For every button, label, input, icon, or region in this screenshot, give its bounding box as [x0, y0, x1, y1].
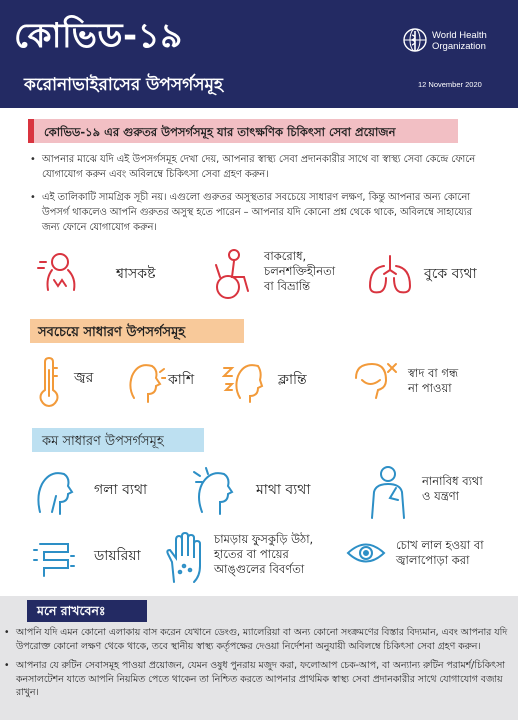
remember-heading: মনে রাখবেনঃ [27, 600, 147, 622]
symptom-label: জ্বর [74, 370, 94, 386]
symptom-label [422, 474, 483, 504]
who-emblem-icon [402, 27, 428, 53]
loss-of-taste-smell-icon [352, 358, 398, 402]
symptom-red-eyes [346, 536, 512, 580]
symptom-label [264, 249, 335, 294]
label-line: ও যন্ত্রণা [422, 489, 460, 503]
page-title: কোভিড-১৯ [14, 16, 183, 56]
symptom-cough [124, 358, 224, 406]
label-line: চোখ লাল হওয়া বা [396, 538, 484, 552]
symptom-confusion [206, 247, 366, 305]
publication-date: 12 November 2020 [418, 80, 482, 89]
tiredness-icon [222, 358, 266, 404]
symptom-label: মাথা ব্যথা [256, 482, 311, 498]
list-item: • এই তালিকাটি সামগ্রিক সূচী নয়। এগুলো গুরুতর অসুস্থতার সবচেয়ে সাধারণ লক্ষণ, কিন্তু আপনার অন্য কোনো উপসর্গ থাকলেও আপনি গুরুতর অসুস্থ হতে পারেন – আপনার যদি কোনো প্রশ্ন থেকে থাকে, অবিলম্বে সাহায্যের জন্য ফোনে যোগাযোগ করুন। [30, 190, 485, 235]
less-common-symptoms-heading: কম সাধারণ উপসর্গসমূহ [32, 428, 204, 452]
symptom-label: ডায়রিয়া [94, 548, 141, 564]
list-item: • আপনার যে রুটিন সেবাসমূহ পাওয়া প্রয়োজন, যেমন ওষুধ পুনরায় মজুদ করা, ফলোআপ চেক-আপ, বা অন্যান্য রুটিন পরামর্শ/চিকিৎসা কনসালটেশন যাতে আপনি নিয়মিত পেতে থাকেন তা নিশ্চিত করতে আপনার প্রাথমিক স্বাস্থ্য সেবা প্রদানকারীর সাথে যোগাযোগ বজায় রাখুন। [4, 659, 510, 700]
list-item: • আপনি যদি এমন কোনো এলাকায় বাস করেন যেখানে ডেংগু, ম্যালেরিয়া বা অন্য কোনো সংক্রমণের বিস্তার বিদ্যমান, এবং আপনার যদি উপরোক্ত কোনো লক্ষণ থেকে থাকে, তবে স্থানীয় স্বাস্থ্য কর্তৃপক্ষের দেওয়া নির্দেশনা অনুযায়ী অবিলম্বে চিকিৎসা সেবা গ্রহণ করুন। [4, 626, 510, 653]
header-banner [0, 0, 518, 108]
label-line: আঙ্গুলের বিবর্ণতা [214, 562, 305, 576]
label-line: চামড়ায় ফুসকুড়ি উঠা, [214, 532, 314, 546]
symptom-headache [192, 466, 342, 518]
symptom-label [408, 366, 458, 396]
symptom-aches [366, 464, 506, 524]
symptom-rash [164, 532, 344, 592]
common-symptoms-heading: সবচেয়ে সাধারণ উপসর্গসমূহ [30, 319, 244, 343]
serious-symptoms-heading [34, 119, 458, 143]
symptom-tiredness [222, 358, 332, 406]
wheelchair-confusion-icon [206, 247, 258, 301]
symptom-sore-throat [32, 466, 182, 518]
symptom-breathing [36, 250, 186, 300]
aches-pains-icon [366, 464, 412, 520]
sore-throat-icon [32, 466, 78, 516]
who-name-line1: World Health [432, 30, 487, 41]
label-line: স্বাদ বা গন্ধ [408, 366, 459, 380]
symptom-label: ক্লান্তি [278, 372, 307, 388]
label-line: চলনশক্তিহীনতা [264, 264, 336, 278]
symptom-label: কাশি [168, 372, 195, 388]
who-name [432, 30, 487, 52]
symptom-taste-smell [352, 358, 502, 408]
cough-icon [124, 358, 166, 404]
symptom-label: গলা ব্যথা [94, 482, 148, 498]
who-name-line2: Organization [432, 41, 486, 52]
serious-notes-list [30, 152, 485, 235]
label-line: না পাওয়া [408, 381, 452, 395]
serious-heading-text: কোভিড-১৯ এর গুরুতর উপসর্গসমূহ যার তাৎক্ষণিক চিকিৎসা সেবা প্রয়োজন [44, 125, 396, 139]
remember-notes-list [4, 626, 510, 700]
headache-icon [192, 466, 238, 516]
symptom-label [214, 532, 313, 577]
hand-rash-icon [164, 532, 204, 584]
breathing-difficulty-icon [36, 250, 88, 300]
list-item: • আপনার মাঝে যদি এই উপসর্গসমূহ দেখা দেয়, আপনার স্বাস্থ্য সেবা প্রদানকারীর সাথে বা স্বাস্থ্য সেবা কেন্দ্রে ফোনে যোগাযোগ করুন এবং অবিলম্বে চিকিৎসা সেবা গ্রহণ করুন। [30, 152, 485, 182]
intestines-diarrhoea-icon [32, 536, 76, 580]
symptom-diarrhoea [32, 536, 182, 580]
label-line: বাকরোধ, [264, 249, 307, 263]
label-line: নানাবিধ ব্যথা [422, 474, 483, 488]
lungs-chest-pain-icon [366, 252, 414, 298]
page-subtitle: করোনাভাইরাসের উপসর্গসমূহ [24, 75, 223, 95]
symptom-chest-pain [366, 252, 496, 300]
symptom-label: বুকে ব্যথা [424, 266, 477, 282]
symptom-label: শ্বাসকষ্ট [116, 266, 156, 282]
label-line: হাতের বা পায়ের [214, 547, 289, 561]
label-line: জ্বালাপোড়া করা [396, 553, 470, 567]
symptom-label [396, 538, 484, 568]
red-eye-icon [346, 536, 386, 570]
thermometer-icon [34, 356, 64, 408]
label-line: বা বিভ্রান্তি [264, 279, 311, 293]
heading-accent-bar [28, 119, 34, 143]
